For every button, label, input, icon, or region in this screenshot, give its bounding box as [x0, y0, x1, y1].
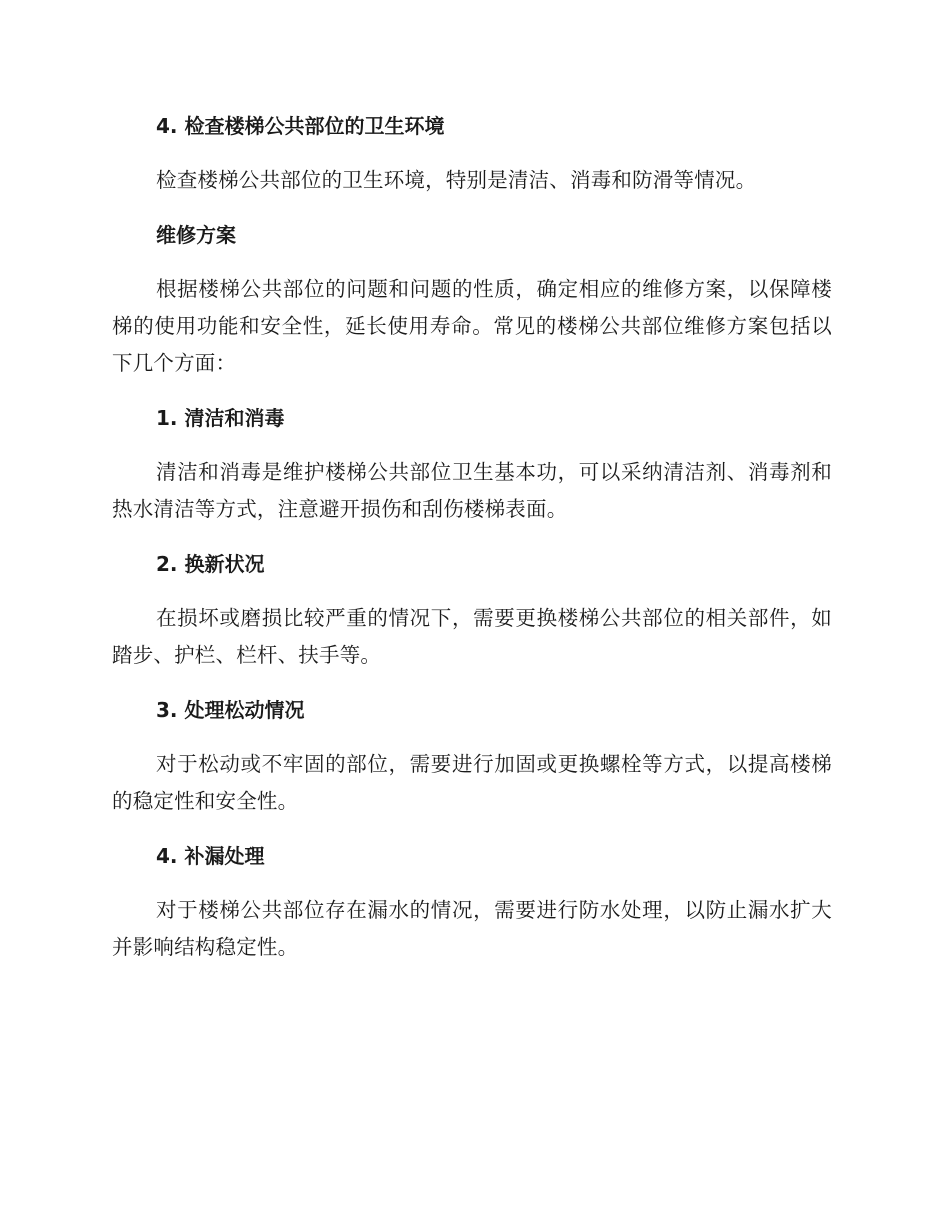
- paragraph-replacement: 在损坏或磨损比较严重的情况下，需要更换楼梯公共部位的相关部件，如踏步、护栏、栏杆、扶手等。: [112, 606, 832, 667]
- paragraph-repair-plan: 根据楼梯公共部位的问题和问题的性质，确定相应的维修方案，以保障楼梯的使用功能和安全性，延长使用寿命。常见的楼梯公共部位维修方案包括以下几个方面：: [112, 277, 832, 375]
- section-heading-leak-repair: 4. 补漏处理: [156, 844, 265, 868]
- section-heading-repair-plan: 维修方案: [156, 223, 236, 247]
- paragraph-leak-repair: 对于楼梯公共部位存在漏水的情况，需要进行防水处理，以防止漏水扩大并影响结构稳定性。: [112, 898, 832, 959]
- paragraph-inspect-hygiene: 检查楼梯公共部位的卫生环境，特别是清洁、消毒和防滑等情况。: [156, 168, 757, 192]
- section-heading-inspect-hygiene: 4. 检查楼梯公共部位的卫生环境: [156, 114, 445, 138]
- section-heading-loosening: 3. 处理松动情况: [156, 698, 305, 722]
- paragraph-loosening: 对于松动或不牢固的部位，需要进行加固或更换螺栓等方式，以提高楼梯的稳定性和安全性。: [112, 752, 832, 813]
- section-heading-replacement: 2. 换新状况: [156, 552, 265, 576]
- paragraph-cleaning: 清洁和消毒是维护楼梯公共部位卫生基本功，可以采纳清洁剂、消毒剂和热水清洁等方式，注意避开损伤和刮伤楼梯表面。: [112, 460, 832, 521]
- document-page: [112, 110, 832, 986]
- section-heading-cleaning: 1. 清洁和消毒: [156, 406, 285, 430]
